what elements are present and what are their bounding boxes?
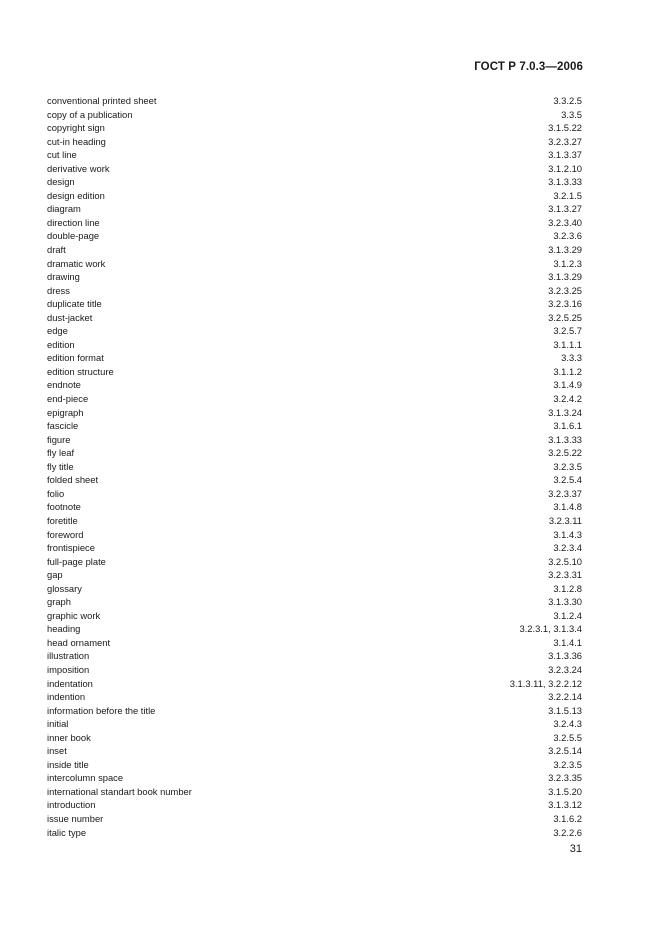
index-entry	[47, 446, 582, 460]
index-reference: 3.1.4.1	[553, 636, 582, 648]
index-reference: 3.1.3.29	[548, 244, 582, 256]
index-reference: 3.1.2.8	[553, 582, 582, 594]
index-entry	[47, 175, 582, 189]
index-entry	[47, 744, 582, 758]
index-entry	[47, 609, 582, 623]
index-entry	[47, 121, 582, 135]
index-reference: 3.2.2.6	[553, 826, 582, 838]
index-term: cut line	[47, 149, 77, 161]
index-reference: 3.2.5.22	[548, 447, 582, 459]
index-entry	[47, 419, 582, 433]
index-term: dust-jacket	[47, 311, 93, 323]
index-reference: 3.1.6.2	[553, 812, 582, 824]
index-reference: 3.2.3.5	[553, 758, 582, 770]
index-reference: 3.2.3.27	[548, 135, 582, 147]
index-term: folio	[47, 487, 65, 499]
index-entry	[47, 595, 582, 609]
index-term: folded sheet	[47, 474, 99, 486]
index-reference: 3.1.2.3	[553, 257, 582, 269]
index-term: epigraph	[47, 406, 84, 418]
index-entry	[47, 487, 582, 501]
index-entry	[47, 433, 582, 447]
index-entry	[47, 189, 582, 203]
index-entry	[47, 555, 582, 569]
index-entry	[47, 758, 582, 772]
index-term: draft	[47, 244, 66, 256]
index-entry	[47, 798, 582, 812]
index-entry	[47, 771, 582, 785]
index-reference: 3.3.5	[561, 108, 582, 120]
index-term: inner book	[47, 731, 91, 743]
index-reference: 3.1.1.2	[553, 365, 582, 377]
index-term: inside title	[47, 758, 89, 770]
index-entry	[47, 216, 582, 230]
index-reference: 3.1.3.27	[548, 203, 582, 215]
index-entry	[47, 270, 582, 284]
index-term: frontispiece	[47, 542, 95, 554]
index-entry	[47, 717, 582, 731]
index-reference: 3.1.3.30	[548, 596, 582, 608]
index-reference: 3.1.5.20	[548, 785, 582, 797]
index-term: double-page	[47, 230, 100, 242]
index-entry	[47, 514, 582, 528]
index-term: copyright sign	[47, 122, 105, 134]
index-term: issue number	[47, 812, 104, 824]
index-term: italic type	[47, 826, 87, 838]
index-reference: 3.1.3.36	[548, 650, 582, 662]
index-entry	[47, 243, 582, 257]
index-reference: 3.2.3.35	[548, 772, 582, 784]
index-entry	[47, 311, 582, 325]
index-entry	[47, 500, 582, 514]
index-reference: 3.1.1.1	[553, 338, 582, 350]
index-entry	[47, 636, 582, 650]
index-reference: 3.2.5.7	[553, 325, 582, 337]
index-term: drawing	[47, 271, 80, 283]
index-reference: 3.2.3.4	[553, 542, 582, 554]
index-reference: 3.2.3.5	[553, 460, 582, 472]
index-term: footnote	[47, 501, 81, 513]
index-term: edge	[47, 325, 68, 337]
index-reference: 3.2.5.25	[548, 311, 582, 323]
index-reference: 3.1.5.13	[548, 704, 582, 716]
standard-id: ГОСТ Р 7.0.3—2006	[474, 61, 583, 73]
index-term: glossary	[47, 582, 82, 594]
index-term: heading	[47, 623, 81, 635]
index-reference: 3.2.3.25	[548, 284, 582, 296]
index-entry	[47, 677, 582, 691]
index-entry	[47, 351, 582, 365]
index-term: end-piece	[47, 393, 89, 405]
index-term: indentation	[47, 677, 93, 689]
index-reference: 3.1.2.4	[553, 609, 582, 621]
index-reference: 3.1.5.22	[548, 122, 582, 134]
index-entry	[47, 704, 582, 718]
index-reference: 3.2.3.16	[548, 298, 582, 310]
index-reference: 3.2.5.4	[553, 474, 582, 486]
index-reference: 3.1.3.11, 3.2.2.12	[509, 677, 582, 689]
index-reference: 3.1.3.29	[548, 271, 582, 283]
index-term: fly title	[47, 460, 74, 472]
index-entry	[47, 528, 582, 542]
index-term: design	[47, 176, 75, 188]
index-term: illustration	[47, 650, 90, 662]
index-entry	[47, 785, 582, 799]
index-entry	[47, 365, 582, 379]
index-entry	[47, 284, 582, 298]
index-reference: 3.2.3.31	[548, 569, 582, 581]
index-term: conventional printed sheet	[47, 95, 157, 106]
index-term: copy of a publication	[47, 108, 133, 120]
index-reference: 3.1.4.3	[553, 528, 582, 540]
index-term: derivative work	[47, 162, 110, 174]
index-term: international standart book number	[47, 785, 192, 797]
index-reference: 3.2.3.40	[548, 216, 582, 228]
index-term: full-page plate	[47, 555, 106, 567]
index-term: edition format	[47, 352, 104, 364]
index-reference: 3.1.3.33	[548, 176, 582, 188]
index-reference: 3.2.3.24	[548, 663, 582, 675]
index-reference: 3.2.3.1, 3.1.3.4	[519, 623, 582, 635]
index-entry	[47, 148, 582, 162]
index-entry	[47, 108, 582, 122]
index-reference: 3.2.4.2	[553, 393, 582, 405]
index-entry	[47, 568, 582, 582]
index-reference: 3.2.5.10	[548, 555, 582, 567]
index-entry	[47, 202, 582, 216]
index-entry	[47, 324, 582, 338]
index-entry	[47, 406, 582, 420]
index-entry	[47, 826, 582, 840]
index-entry	[47, 460, 582, 474]
index-entry	[47, 94, 582, 108]
index-entry	[47, 338, 582, 352]
index-term: edition structure	[47, 365, 114, 377]
index-reference: 3.2.2.14	[548, 691, 582, 703]
index-term: graphic work	[47, 609, 101, 621]
index-reference: 3.3.3	[561, 352, 582, 364]
index-entry	[47, 229, 582, 243]
index-entry	[47, 649, 582, 663]
index-entry	[47, 162, 582, 176]
index-entry	[47, 378, 582, 392]
index-term: intercolumn space	[47, 772, 124, 784]
index-term: imposition	[47, 663, 90, 675]
index-term: initial	[47, 718, 69, 730]
index-term: dramatic work	[47, 257, 106, 269]
index-reference: 3.1.4.9	[553, 379, 582, 391]
index-reference: 3.1.6.1	[553, 420, 582, 432]
index-term: foreword	[47, 528, 84, 540]
index-term: endnote	[47, 379, 81, 391]
index-reference: 3.1.2.10	[548, 162, 582, 174]
index-term: figure	[47, 433, 71, 445]
index-entry	[47, 392, 582, 406]
index-term: edition	[47, 338, 75, 350]
index-reference: 3.1.3.33	[548, 433, 582, 445]
index-reference: 3.2.1.5	[553, 189, 582, 201]
index-reference: 3.2.3.6	[553, 230, 582, 242]
index-reference: 3.2.5.14	[548, 745, 582, 757]
index-term: foretitle	[47, 514, 78, 526]
index-reference: 3.1.3.24	[548, 406, 582, 418]
index-term: direction line	[47, 216, 100, 228]
index-entry	[47, 473, 582, 487]
index-term: diagram	[47, 203, 81, 215]
index-term: fascicle	[47, 420, 79, 432]
index-term: graph	[47, 596, 71, 608]
index-entry	[47, 257, 582, 271]
index-term: cut-in heading	[47, 135, 106, 147]
index-reference: 3.1.3.12	[548, 799, 582, 811]
index-term: gap	[47, 569, 63, 581]
index-term: duplicate title	[47, 298, 102, 310]
index-reference: 3.1.3.37	[548, 149, 582, 161]
index-reference: 3.3.2.5	[553, 95, 582, 106]
index-entry	[47, 582, 582, 596]
index-entry	[47, 135, 582, 149]
index-term: design edition	[47, 189, 105, 201]
index-entry	[47, 690, 582, 704]
index-reference: 3.2.5.5	[553, 731, 582, 743]
index-entry	[47, 541, 582, 555]
index-entry	[47, 663, 582, 677]
index-entry	[47, 297, 582, 311]
index-reference: 3.2.4.3	[553, 718, 582, 730]
index-reference: 3.2.3.11	[548, 514, 582, 526]
page-number: 31	[569, 843, 582, 855]
index-entry	[47, 812, 582, 826]
index-term: inset	[47, 745, 67, 757]
index-term: fly leaf	[47, 447, 75, 459]
index-reference: 3.2.3.37	[548, 487, 582, 499]
index-term: information before the title	[47, 704, 156, 716]
page-header	[474, 61, 583, 73]
index-term: dress	[47, 284, 70, 296]
index-term: introduction	[47, 799, 96, 811]
index-term: head ornament	[47, 636, 111, 648]
index-reference: 3.1.4.8	[553, 501, 582, 513]
index-entry	[47, 731, 582, 745]
term-index-list	[47, 94, 582, 839]
index-entry	[47, 622, 582, 636]
index-term: indention	[47, 691, 86, 703]
